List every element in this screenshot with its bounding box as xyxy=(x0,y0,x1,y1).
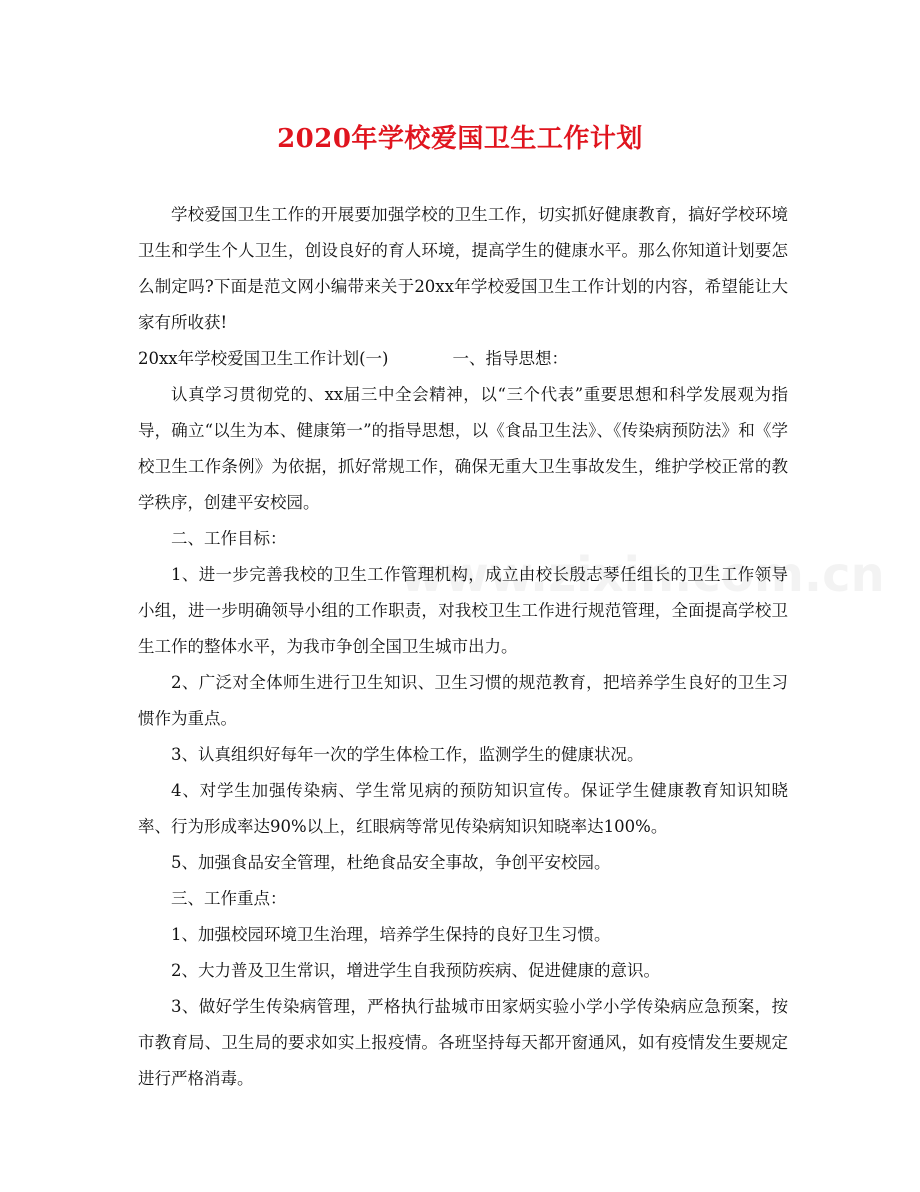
document-body xyxy=(138,197,788,1097)
section3-item-1: 1、加强校园环境卫生治理，培养学生保持的良好卫生习惯。 xyxy=(171,925,611,944)
section2-item-2: 2、广泛对全体师生进行卫生知识、卫生习惯的规范教育，把培养学生良好的卫生习惯作为重点。 xyxy=(138,673,788,728)
section3-item-3: 3、做好学生传染病管理，严格执行盐城市田家炳实验小学小学传染病应急预案，按市教育局、卫生局的要求如实上报疫情。各班坚持每天都开窗通风，如有疫情发生要规定进行严格消毒。 xyxy=(138,997,788,1088)
section1-heading: 一、指导思想： xyxy=(452,349,568,368)
section2-item-5: 5、加强食品安全管理，杜绝食品安全事故，争创平安校园。 xyxy=(171,853,611,872)
section2-item-1: 1、进一步完善我校的卫生工作管理机构，成立由校长殷志琴任组长的卫生工作领导小组，进一步明确领导小组的工作职责，对我校卫生工作进行规范管理，全面提高学校卫生工作的整体水平，为我市争创全国卫生城市出力。 xyxy=(138,565,788,656)
section2-item-3: 3、认真组织好每年一次的学生体检工作，监测学生的健康状况。 xyxy=(171,745,644,764)
section1-text: 认真学习贯彻党的、xx届三中全会精神，以“三个代表”重要思想和科学发展观为指导，确立“以生为本、健康第一”的指导思想，以《食品卫生法》、《传染病预防法》和《学校卫生工作条例》为依据，抓好常规工作，确保无重大卫生事故发生，维护学校正常的教学秩序，创建平安校园。 xyxy=(138,385,788,512)
section3-heading: 三、工作重点： xyxy=(171,889,287,908)
section2-heading: 二、工作目标： xyxy=(171,529,287,548)
plan-heading-line xyxy=(138,341,788,377)
section3-item-2: 2、大力普及卫生常识，增进学生自我预防疾病、促进健康的意识。 xyxy=(171,961,660,980)
section2-item-4: 4、对学生加强传染病、学生常见病的预防知识宣传。保证学生健康教育知识知晓率、行为形成率达90%以上，红眼病等常见传染病知识知晓率达100%。 xyxy=(138,781,788,836)
document-title: 2020年学校爱国卫生工作计划 xyxy=(277,124,643,154)
intro-paragraph: 学校爱国卫生工作的开展要加强学校的卫生工作，切实抓好健康教育，搞好学校环境卫生和学生个人卫生，创设良好的育人环境，提高学生的健康水平。那么你知道计划要怎么制定吗?下面是范文网小编带来关于20xx年学校爱国卫生工作计划的内容，希望能让大家有所收获! xyxy=(138,205,788,332)
plan-heading: 20xx年学校爱国卫生工作计划(一) xyxy=(138,349,389,368)
